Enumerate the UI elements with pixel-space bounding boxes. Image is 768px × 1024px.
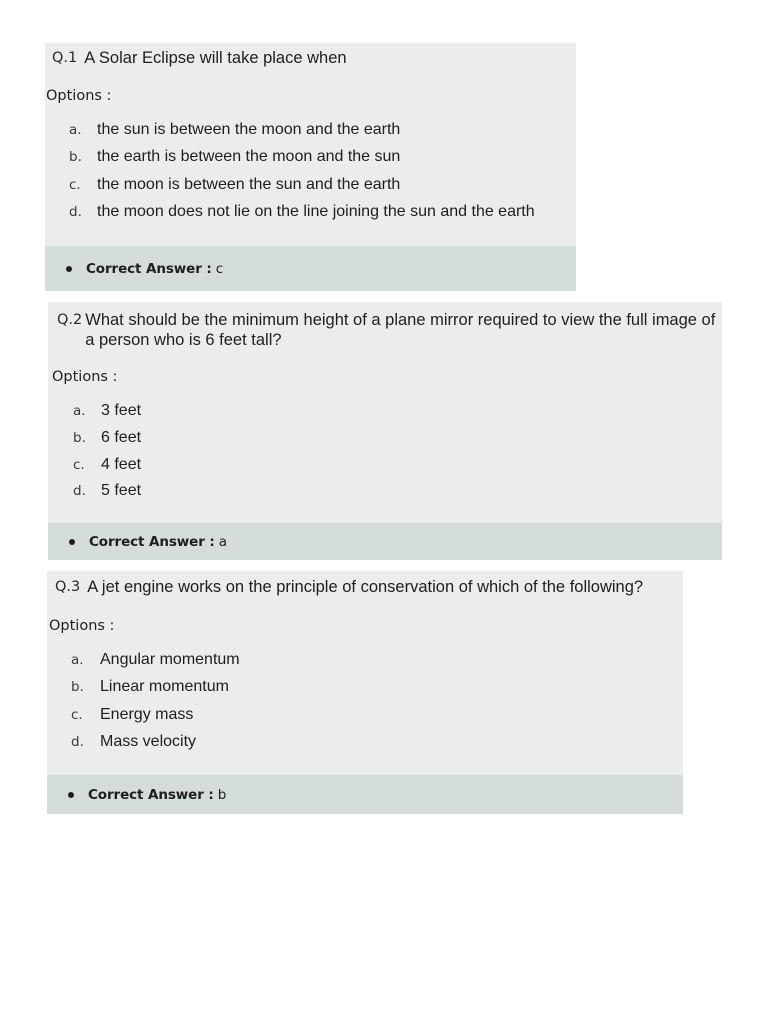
option-b [73, 429, 141, 456]
option-letter: b. [73, 429, 86, 446]
option-d [71, 733, 240, 760]
question-header [55, 577, 643, 597]
options-label: Options : [52, 369, 118, 385]
question-text: What should be the minimum height of a plane mirror required to view the full image of a person who is 6 feet tall? [85, 311, 716, 349]
option-letter: c. [73, 456, 85, 473]
question-number: Q.2 [57, 312, 83, 328]
option-text: Angular momentum [100, 651, 240, 668]
question-number: Q.3 [55, 579, 81, 595]
option-text: the earth is between the moon and the sun [97, 148, 401, 166]
correct-answer-bar [45, 246, 576, 291]
option-d [69, 203, 535, 230]
question-card-2 [48, 302, 722, 560]
option-text: Linear momentum [100, 678, 229, 696]
options-label: Options : [46, 88, 112, 104]
bullet-icon [66, 266, 72, 272]
option-letter: a. [71, 652, 84, 668]
option-b [69, 148, 535, 175]
bullet-icon [68, 792, 74, 798]
bullet-icon [69, 539, 75, 545]
option-text: 6 feet [101, 428, 142, 446]
correct-answer-bar [48, 523, 722, 560]
option-b [71, 678, 240, 705]
question-card-1 [45, 43, 576, 291]
correct-answer-value: b [217, 786, 227, 803]
option-letter: a. [73, 403, 86, 419]
correct-answer-bar [47, 775, 683, 814]
option-letter: b. [71, 679, 84, 696]
correct-answer-label: Correct Answer : [89, 533, 215, 550]
question-text: A jet engine works on the principle of conservation of which of the following? [87, 578, 644, 596]
option-letter: d. [69, 203, 82, 220]
option-c [71, 706, 240, 733]
option-d [73, 482, 141, 509]
option-c [73, 456, 141, 483]
option-text: Energy mass [100, 705, 194, 723]
question-number: Q.1 [52, 50, 78, 66]
options-list [73, 402, 141, 509]
option-letter: d. [71, 733, 84, 750]
question-header [52, 48, 347, 68]
question-text: A Solar Eclipse will take place when [84, 49, 347, 67]
options-list [69, 121, 535, 230]
option-letter: b. [69, 149, 82, 166]
option-letter: a. [69, 122, 82, 138]
option-text: 5 feet [101, 482, 142, 500]
option-text: Mass velocity [100, 732, 197, 750]
option-text: 4 feet [101, 455, 142, 473]
option-a [73, 402, 141, 429]
correct-answer-value: c [215, 260, 224, 277]
option-letter: d. [73, 483, 86, 500]
option-text: the moon is between the sun and the earth [97, 175, 401, 193]
options-label: Options : [49, 618, 115, 634]
options-list [71, 651, 240, 760]
option-a [71, 651, 240, 678]
question-card-3 [47, 571, 683, 814]
question-header [57, 310, 719, 350]
correct-answer-label: Correct Answer : [86, 260, 212, 277]
option-c [69, 176, 535, 203]
option-letter: c. [69, 176, 81, 193]
correct-answer-value: a [218, 533, 227, 550]
correct-answer-label: Correct Answer : [88, 786, 214, 803]
option-a [69, 121, 535, 148]
option-text: 3 feet [101, 402, 142, 419]
option-letter: c. [71, 706, 83, 723]
option-text: the sun is between the moon and the earth [97, 121, 401, 138]
option-text: the moon does not lie on the line joining the sun and the earth [97, 202, 535, 220]
